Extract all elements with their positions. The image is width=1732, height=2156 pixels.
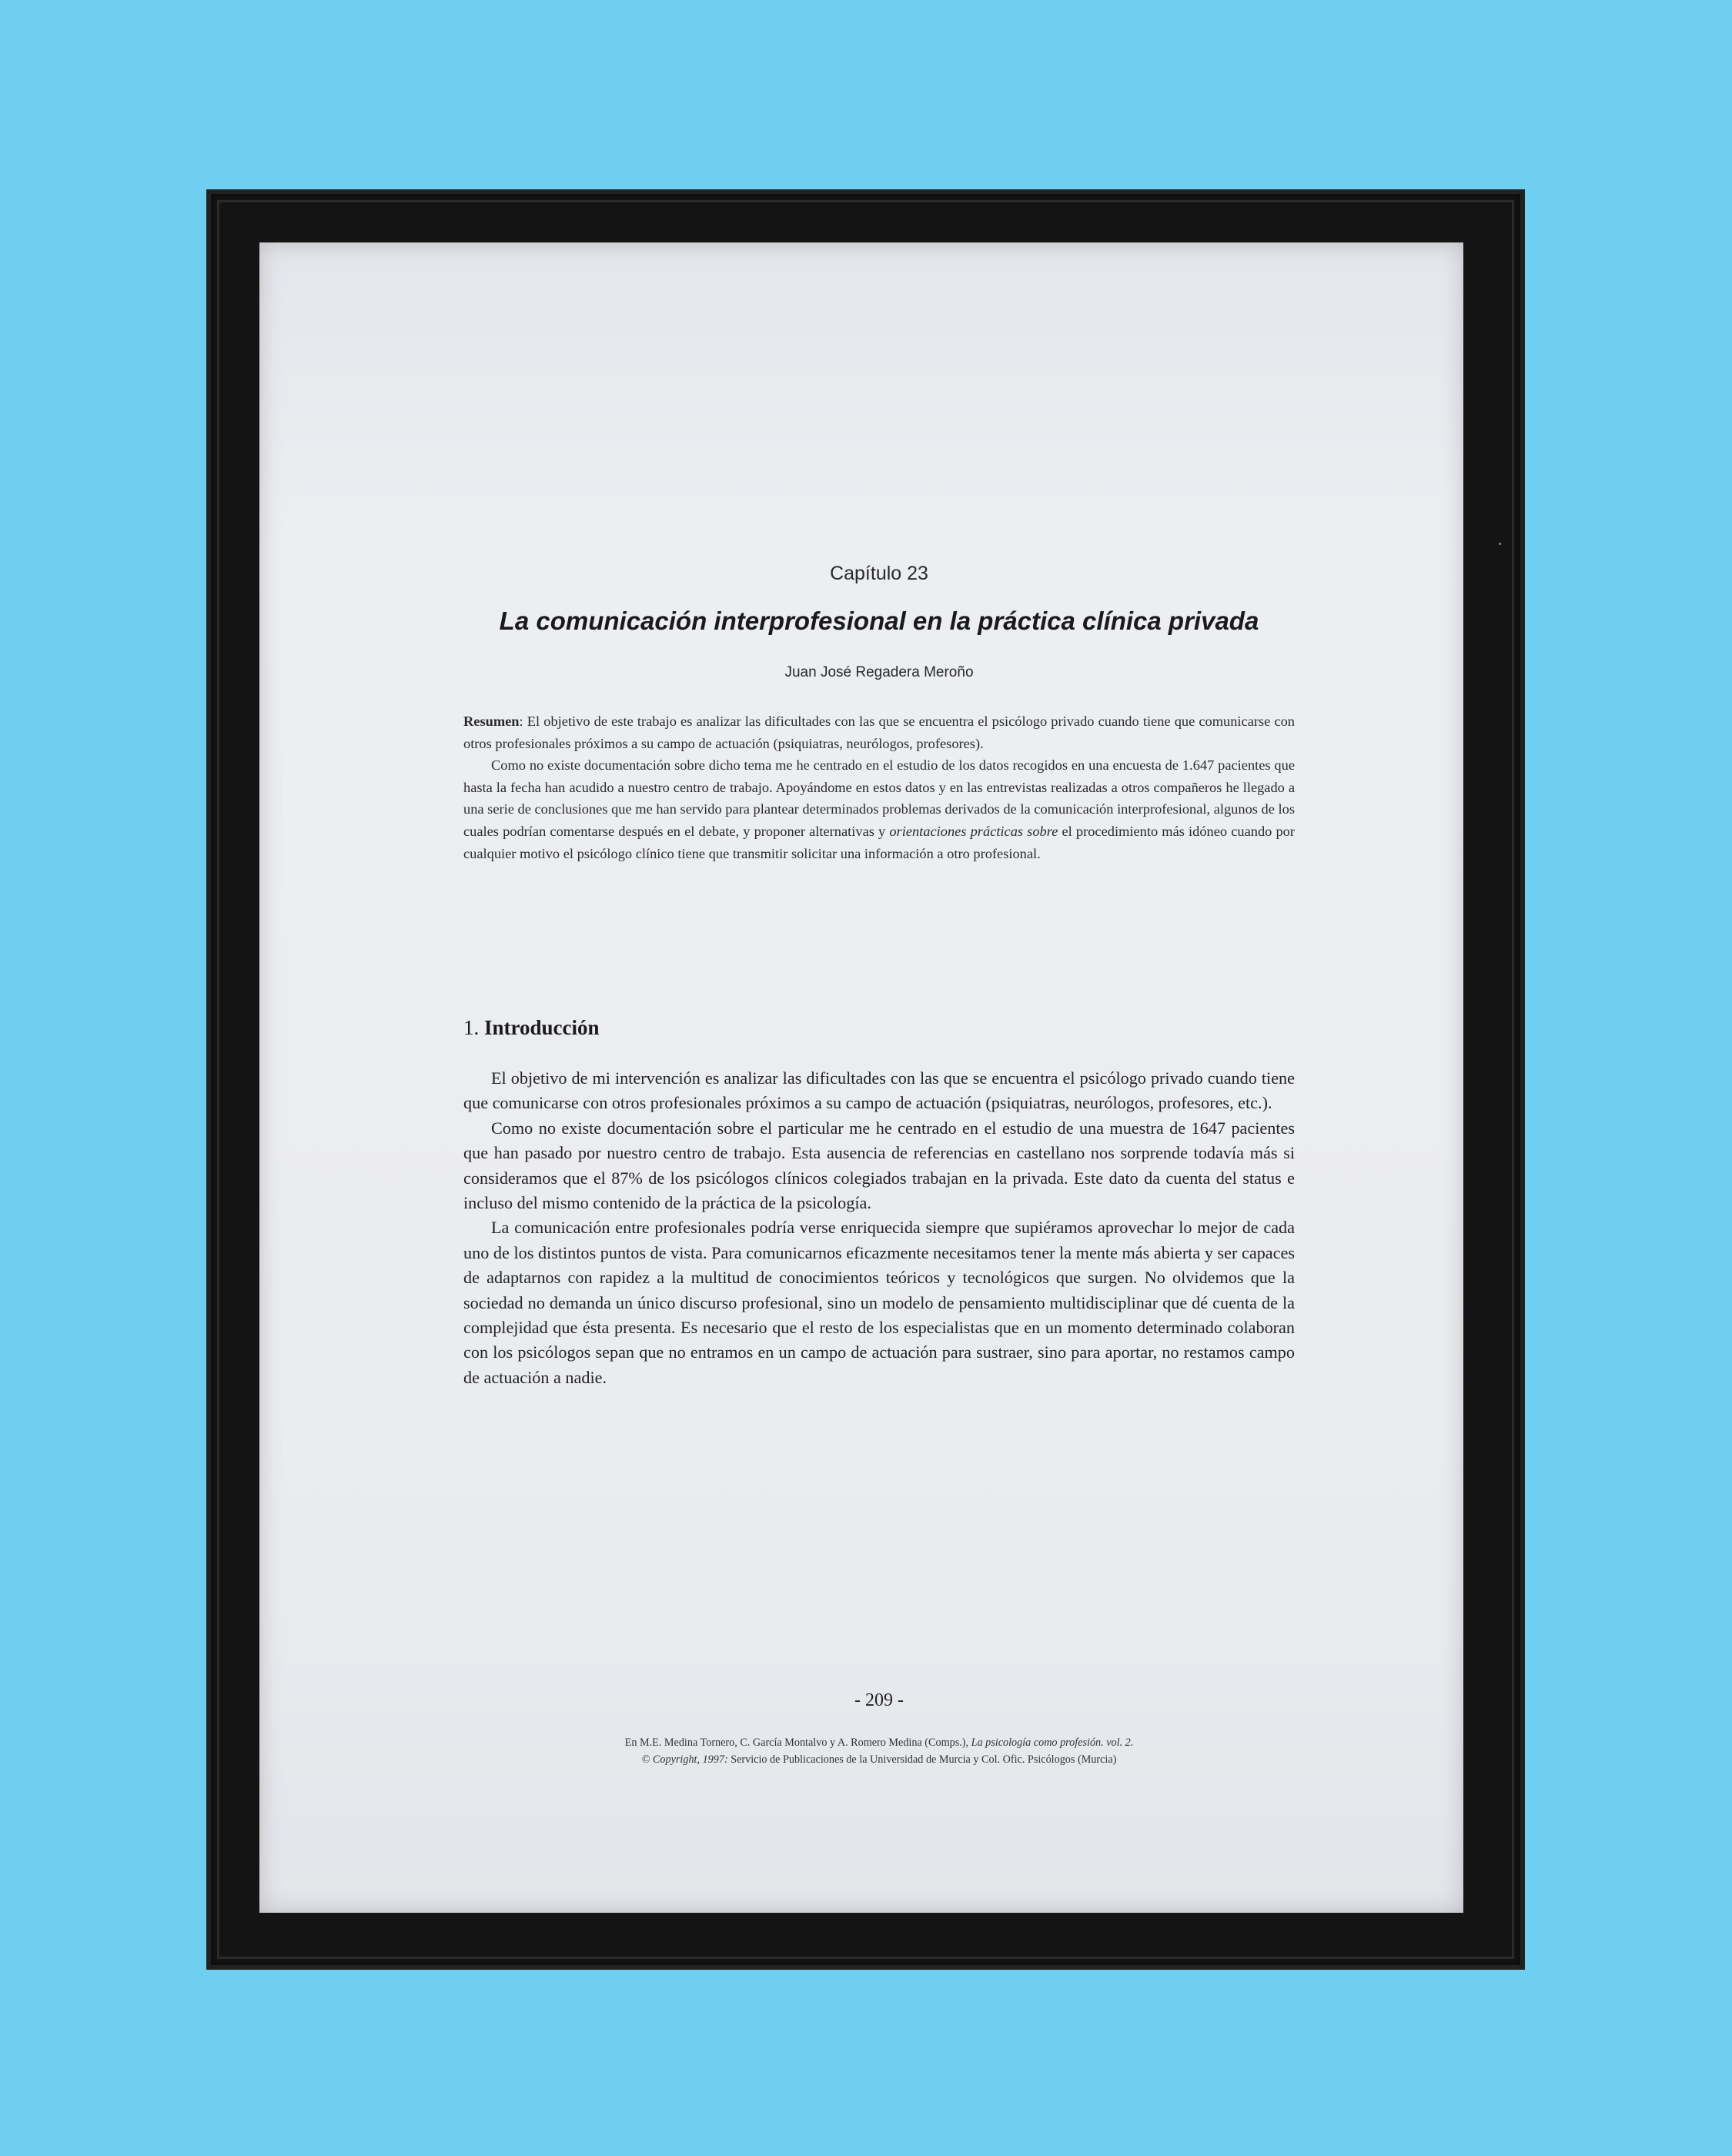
author-name: Juan José Regadera Meroño <box>784 664 974 680</box>
section-body <box>463 1066 1295 1390</box>
footnote-text: En M.E. Medina Tornero, C. García Montalvo y A. Romero Medina (Comps.), <box>624 1736 971 1749</box>
abstract-text: el procedimiento más idóneo cuando por cualquier motivo el psicólogo clínico tiene que transmitir solicitar una información a otro profesional. <box>463 823 1295 861</box>
section-heading <box>463 1016 600 1040</box>
abstract-text: : El objetivo de este trabajo es analizar las dificultades con las que se encuentra el psicólogo privado cuando tiene que comunicarse con otros profesionales próximos a su campo de actuación (psiquiatras, neurólogos, profesores). <box>463 714 1295 751</box>
body-paragraph: El objetivo de mi intervención es analizar las dificultades con las que se encuentra el psicólogo privado cuando tiene que comunicarse con otros profesionales próximos a su campo de actuación (psiquiatras, neurólogos, profesores, etc.). <box>463 1068 1295 1113</box>
section-number: 1. <box>463 1016 480 1039</box>
body-paragraph: Como no existe documentación sobre el particular me he centrado en el estudio de una muestra de 1647 pacientes que han pasado por nuestro centro de trabajo. Esta ausencia de referencias en castellano nos sorprende todavía más si consideramos que el 87% de los psicólogos clínicos colegiados trabajan en la privada. Este dato da cuenta del status e incluso del mismo contenido de la práctica de la psicología. <box>463 1118 1295 1213</box>
abstract-italic-text: orientaciones prácticas sobre <box>889 823 1058 839</box>
abstract-text: Como no existe documentación sobre dicho tema me he centrado en el estudio de los datos recogidos en una encuesta de 1.647 pacientes que hasta la fecha han acudido a nuestro centro de trabajo. Apoyándome en estos datos y en las entrevistas realizadas a otros compañeros he llegado a una serie de conclusiones que me han servido para plantear determinados problemas derivados de la comunicación interprofesional, algunos de los cuales podrían comentarse después en el debate, y proponer alternativas y <box>463 757 1295 839</box>
chapter-title: La comunicación interprofesional en la práctica clínica privada <box>499 607 1259 635</box>
section-title: Introducción <box>484 1016 600 1039</box>
chapter-label: Capítulo 23 <box>830 563 928 584</box>
footnote-italic-text: La psicología como profesión. vol. 2. <box>971 1736 1134 1749</box>
footnote <box>440 1734 1318 1768</box>
footnote-italic-text: © Copyright, 1997: <box>641 1753 728 1766</box>
footnote-line <box>440 1734 1318 1751</box>
abstract <box>463 710 1295 864</box>
footnote-line <box>440 1751 1318 1768</box>
picture-frame <box>206 189 1525 1970</box>
footnote-text: Servicio de Publicaciones de la Universidad de Murcia y Col. Ofic. Psicólogos (Murcia) <box>727 1753 1117 1766</box>
abstract-paragraph <box>463 754 1295 864</box>
page-number: - 209 - <box>854 1690 904 1710</box>
body-paragraph: La comunicación entre profesionales podría verse enriquecida siempre que supiéramos aprovechar lo mejor de cada uno de los distintos puntos de vista. Para comunicarnos eficazmente necesitamos tener la mente más abierta y ser capaces de adaptarnos con rapidez a la multitud de conocimientos teóricos y tecnológicos que surgen. No olvidemos que la sociedad no demanda un único discurso profesional, sino un modelo de pensamiento multidisciplinar que dé cuenta de la complejidad que ésta presenta. Es necesario que el resto de los especialistas que en un momento determinado colaboran con los psicólogos sepan que no entramos en un campo de actuación para sustraer, sino para aportar, no restamos campo de actuación a nadie. <box>463 1218 1295 1387</box>
framed-page <box>259 242 1463 1913</box>
abstract-paragraph <box>463 710 1295 754</box>
abstract-lead: Resumen <box>463 714 520 729</box>
paper-speck <box>1499 543 1501 545</box>
